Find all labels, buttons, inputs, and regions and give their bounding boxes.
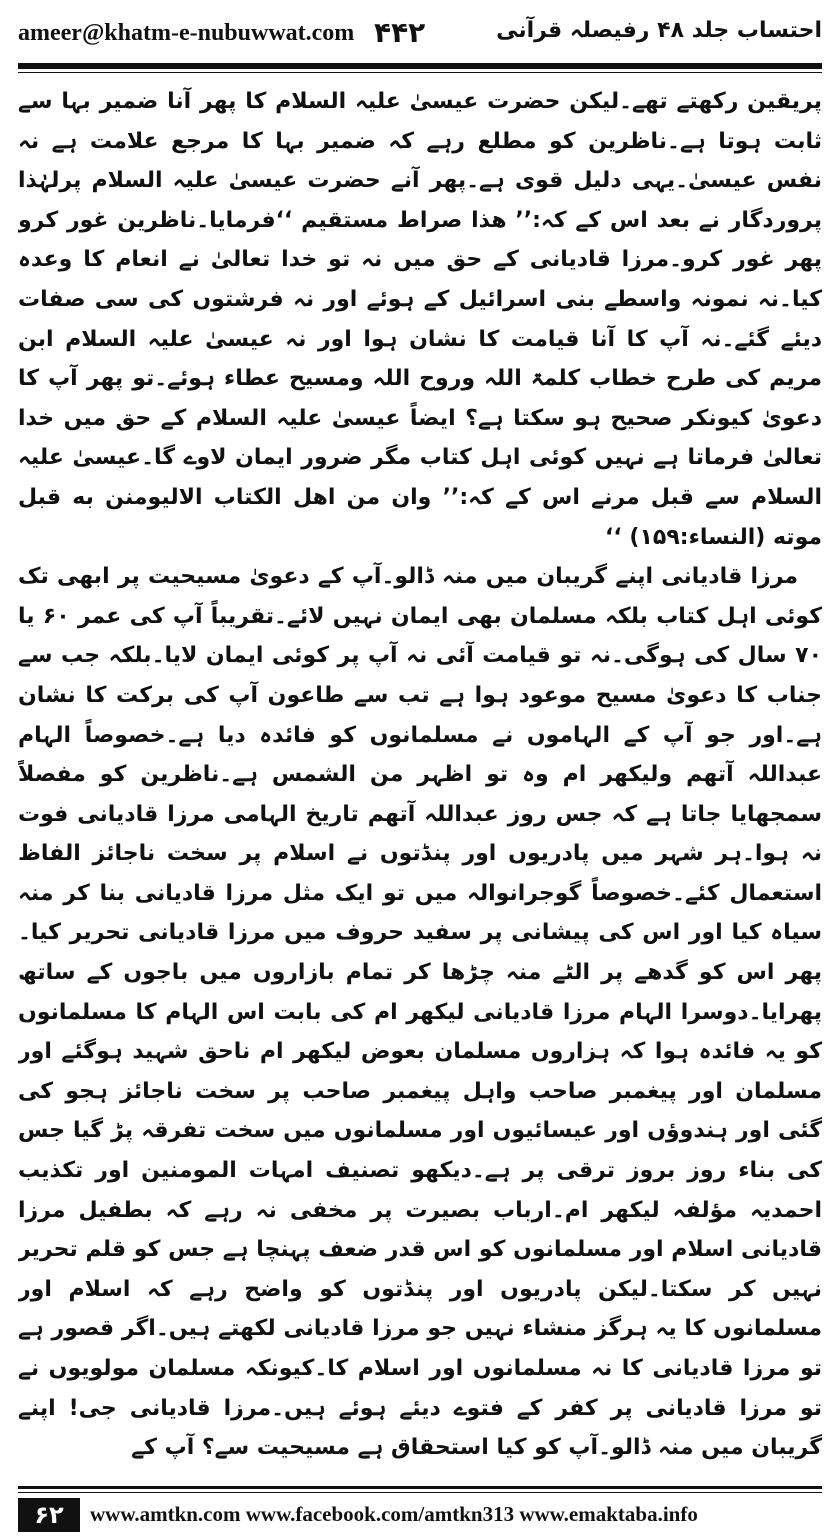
header-title: احتساب جلد ۴۸ رفیصلہ قرآنی [496, 18, 822, 43]
page-header [18, 12, 822, 62]
footer-links: www.amtkn.com www.facebook.com/amtkn313 www.emaktaba.info [90, 1502, 698, 1526]
page-footer [18, 1486, 822, 1534]
paragraph-2: مرزا قادیانی اپنے گریبان میں منہ ڈالو۔آپ کے دعویٰ مسیحیت پر ابھی تک کوئی اہل کتاب بلکہ مسلمان بھی ایمان نہیں لائے۔تقریباً آپ کی عمر ۶۰ یا ۷۰ سال کی ہوگی۔نہ تو قیامت آئی نہ آپ پر کوئی ایمان لایا۔بلکہ جب سے جناب کا دعویٰ مسیح موعود ہوا ہے تب سے طاعون آپ کی برکت کا نشان ہے۔اور جو آپ کے الہاموں نے مسلمانوں کو فائدہ دیا ہے۔خصوصاً الہام عبداللہ آتھم ولیکھر ام وہ تو اظہر من الشمس ہے۔ناظرین کو مفصلاً سمجھایا جاتا ہے کہ جس روز عبداللہ آتھم تاریخ الہامی مرزا قادیانی فوت نہ ہوا۔ہر شہر میں پادریوں اور پنڈتوں نے اسلام پر سخت ناجائز الفاظ استعمال کئے۔خصوصاً گوجرانوالہ میں تو ایک مثل مرزا قادیانی بنا کر منہ سیاہ کیا اور اس کی پیشانی پر سفید حروف میں مرزا قادیانی تحریر کیا۔پھر اس کو گدھے پر الٹے منہ چڑھا کر تمام بازاروں میں باجوں کے ساتھ پھرایا۔دوسرا الہام مرزا قادیانی لیکھر ام کی بابت اس الہام کا مسلمانوں کو یہ فائدہ ہوا کہ ہزاروں مسلمان بعوض لیکھر ام ناحق شہید ہوگئے اور مسلمان اور پیغمبر صاحب واہل پیغمبر صاحب پر سخت ناجائز ہجو کی گئی اور ہندوؤں اور عیسائیوں اور مسلمانوں میں سخت تفرقہ پڑ گیا جس کی بناء روز بروز ترقی پر ہے۔دیکھو تصنیف امہات المومنین اور تکذیب احمدیہ مؤلفہ لیکھر ام۔ارباب بصیرت پر مخفی نہ رہے کہ بطفیل مرزا قادیانی اسلام اور مسلمانوں کو اس قدر ضعف پہنچا ہے جس کو قلم تحریر نہیں کر سکتا۔لیکن پادریوں اور پنڈتوں کو واضح رہے کہ اسلام اور مسلمانوں کا یہ ہرگز منشاء نہیں جو مرزا قادیانی لکھتے ہیں۔اگر قصور ہے تو مرزا قادیانی کا نہ مسلمانوں اور اسلام کا۔کیونکہ مسلمان مولویوں نے تو مرزا قادیانی پر کفر کے فتوے دیئے ہوئے ہیں۔مرزا قادیانی جی! اپنے گریبان میں منہ ڈالو۔آپ کو کیا استحقاق ہے مسیحیت سے؟ آپ کے [18, 564, 822, 1461]
paragraph-1: پریقین رکھتے تھے۔لیکن حضرت عیسیٰ علیہ السلام کا پھر آنا ضمیر بہا سے ثابت ہوتا ہے۔ناظرین کو مطلع رہے کہ ضمیر بہا کا مرجع علامت ہے نہ نفس عیسیٰ۔یہی دلیل قوی ہے۔پھر آنے حضرت عیسیٰ علیہ السلام پرلہٰذا پروردگار نے بعد اس کے کہ:’’ ھذا صراط مستقیم ‘‘فرمایا۔ناظرین غور کرو پھر غور کرو۔مرزا قادیانی کے حق میں نہ تو خدا تعالیٰ نے انعام کا وعدہ کیا۔نہ نمونہ واسطے بنی اسرائیل کے ہوئے اور نہ فرشتوں کی سی صفات دیئے گئے۔نہ آپ کا آنا قیامت کا نشان ہوا اور نہ عیسیٰ علیہ السلام ابن مریم کی طرح خطاب کلمۃ اللہ وروح اللہ ومسیح عطاء ہوئے۔تو پھر آپ کا دعویٰ کیونکر صحیح ہو سکتا ہے؟ ایضاً عیسیٰ علیہ السلام کے حق میں خدا تعالیٰ فرماتا ہے نہیں کوئی اہل کتاب مگر ضرور ایمان لاوے گا۔عیسیٰ علیہ السلام سے قبل مرنے اس کے کہ:’’ وان من اھل الکتاب الالیومنن به قبل موته (النساء:۱۵۹) ‘‘ [18, 89, 822, 550]
body-text [18, 82, 822, 1472]
header-email: ameer@khatm-e-nubuwwat.com [18, 20, 355, 46]
header-rule-thin [18, 72, 822, 73]
footer-rule-thick [18, 1486, 822, 1489]
header-page-number: ۴۴۲ [374, 16, 426, 49]
footer-page-number: ۶۲ [18, 1498, 80, 1532]
footer-rule-thin [18, 1492, 822, 1493]
header-rule-thick [18, 63, 822, 69]
